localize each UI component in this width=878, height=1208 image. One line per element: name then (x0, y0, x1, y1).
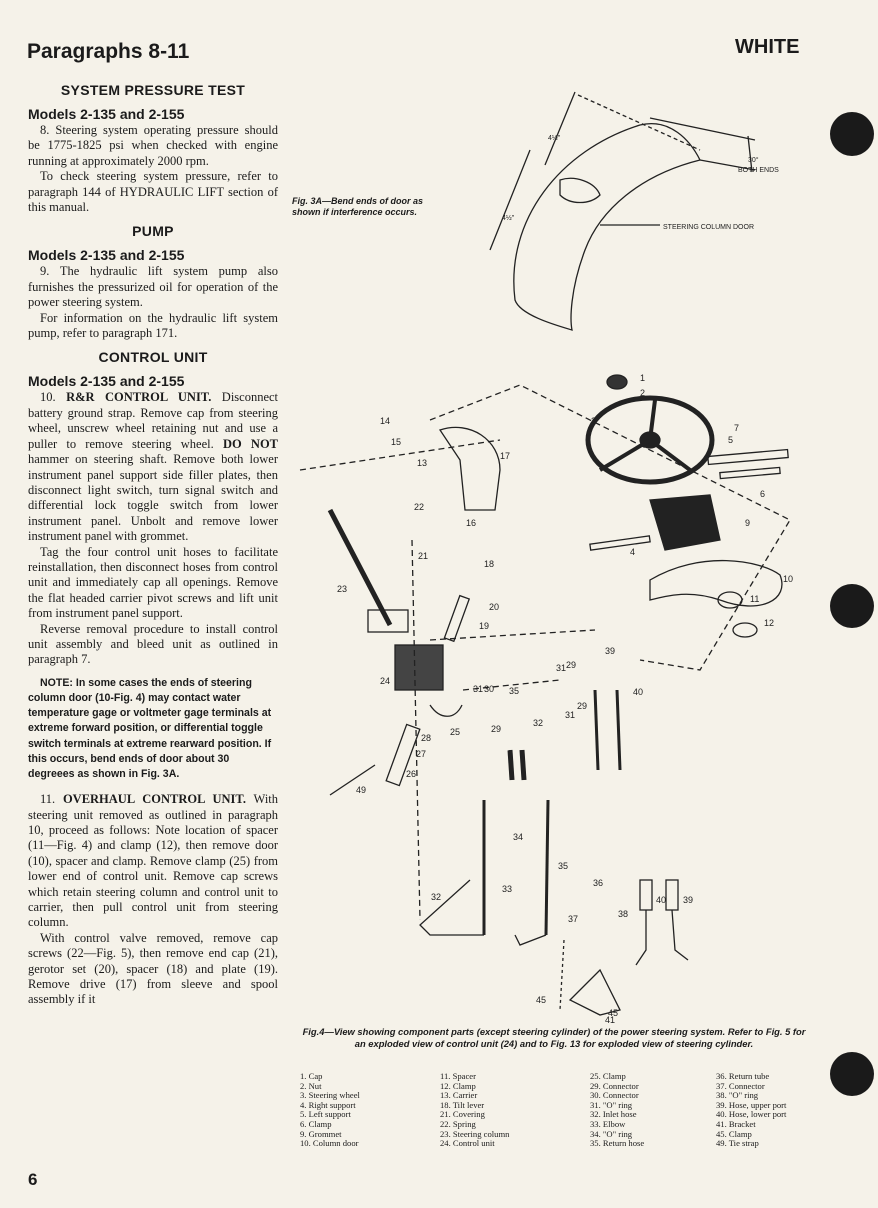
section-title-pump: PUMP (132, 223, 174, 240)
callout-label: 45 (608, 1008, 619, 1018)
callout-label: 41 (605, 1015, 616, 1025)
callout-label: 36 (593, 878, 604, 888)
callout-label: 24 (380, 676, 391, 686)
callout-label: 3 (591, 416, 597, 426)
fig-4-legend-col2: 11. Spacer 12. Clamp 13. Carrier 18. Tilt lever 21. Covering 22. Spring 23. Steering column 24. Control unit (440, 1071, 510, 1149)
section-title-pressure-test: SYSTEM PRESSURE TEST (60, 82, 246, 98)
fig-4-legend-col1: 1. Cap 2. Nut 3. Steering wheel 4. Right support 5. Left support 6. Clamp 9. Grommet 10. Column door (300, 1071, 360, 1149)
fig-3a-door-label: STEERING COLUMN DOOR (663, 224, 755, 231)
callout-label: 37 (568, 914, 579, 924)
callout-label: 6 (760, 489, 766, 499)
callout-label: 39 (605, 646, 616, 656)
fig-4-exploded-drawing (300, 375, 790, 1015)
fig-4-caption: Fig.4—View showing component parts (except steering cylinder) of the power steering system. Refer to Fig. 5 for an exploded view of control unit (24) and to Fig. 13 for exploded view of steering cylinder. (302, 1026, 806, 1049)
callout-label: 38 (618, 909, 629, 919)
page-number: 6 (28, 1170, 38, 1189)
callout-label: 30 (484, 684, 495, 694)
models-heading: Models 2-135 and 2-155 (28, 106, 185, 122)
callout-label: 20 (489, 602, 500, 612)
callout-label: 35 (509, 686, 520, 696)
callout-label: 31 (473, 684, 484, 694)
paragraph-8: 8. Steering system operating pressure should be 1775-1825 psi when checked with engine running at approximately 2000 rpm. (28, 123, 278, 168)
fig-3a-angle-note: BOTH ENDS (738, 167, 779, 174)
callout-label: 19 (479, 621, 490, 631)
paragraph-10-hoses: Tag the four control unit hoses to facilitate reinstallation, then disconnect hoses from control unit and immediately cap all openings. Remove the flat headed carrier pivot screws and lift unit from instrument panel support. (28, 544, 278, 621)
callout-label: 25 (450, 727, 461, 737)
callout-label: 34 (513, 832, 524, 842)
callout-label: 17 (500, 451, 511, 461)
callout-label: 39 (683, 895, 694, 905)
callout-label: 49 (356, 785, 367, 795)
paragraph-9-cont: For information on the hydraulic lift system pump, refer to paragraph 171. (28, 310, 278, 341)
callout-label: 28 (421, 733, 432, 743)
callout-label: 5 (728, 435, 734, 445)
page-header-brand: WHITE (735, 36, 800, 58)
fig-4-legend-col4: 36. Return tube 37. Connector 38. "O" ring 39. Hose, upper port 40. Hose, lower port 41. Bracket 45. Clamp 49. Tie strap (716, 1071, 787, 1149)
models-heading: Models 2-135 and 2-155 (28, 373, 185, 390)
section-title-control-unit: CONTROL UNIT (98, 349, 208, 366)
callout-label: 35 (558, 861, 569, 871)
callout-label: 10 (783, 574, 794, 584)
callout-label: 16 (466, 518, 477, 528)
fig-3a-dimension-top: 4½" (548, 135, 561, 142)
callout-label: 40 (656, 895, 667, 905)
callout-label: 31 (565, 710, 576, 720)
callout-label: 11 (750, 594, 760, 604)
models-heading: Models 2-135 and 2-155 (28, 247, 185, 264)
callout-label: 40 (633, 687, 644, 697)
callout-label: 29 (491, 724, 502, 734)
fig-3a-caption: Fig. 3A—Bend ends of door as shown if interference occurs. (292, 196, 424, 217)
callout-label: 31 (556, 663, 567, 673)
callout-label: 23 (337, 584, 348, 594)
callout-label: 26 (406, 769, 417, 779)
callout-label: 15 (391, 437, 402, 447)
paragraph-8-cont: To check steering system pressure, refer to paragraph 144 of HYDRAULIC LIFT section of this manual. (28, 169, 278, 215)
callout-label: 2 (640, 388, 646, 398)
fig-3a-door-drawing (490, 92, 755, 330)
paragraph-11: 11. OVERHAUL CONTROL UNIT. With steering unit removed as outlined in paragraph 10, proceed as follows: Note location of spacer (11—Fig. 4) and clamp (12), then remove door (10), spacer and clamp. Remove clamp (25) from lower end of control unit. Remove cap screws which retain steering column and control unit to carrier, then pull control unit from steering column. (28, 792, 279, 930)
paragraph-10-reverse: Reverse removal procedure to install control unit assembly and bleed unit as outlined in paragraph 7. (28, 621, 278, 667)
callout-label: 22 (414, 502, 425, 512)
note-block: NOTE: In some cases the ends of steering column door (10-Fig. 4) may contact water temperature gage or voltmeter gage terminals at extreme forward position, or differential toggle switch terminals at extreme rearward position. If this occurs, bend ends of door about 30 degreees as shown in Fig. 3A. (28, 676, 272, 780)
fig-4-legend-col3: 25. Clamp 29. Connector 30. Connector 31. "O" ring 32. Inlet hose 33. Elbow 34. "O" ring 35. Return hose (590, 1071, 645, 1149)
callout-label: 13 (417, 458, 428, 468)
fig-4-callouts (337, 373, 793, 1025)
callout-label: 4 (630, 547, 636, 557)
callout-label: 33 (502, 884, 513, 894)
fig-3a-dimension-side: 4½" (502, 215, 515, 222)
paragraph-10: 10. R&R CONTROL UNIT. Disconnect battery ground strap. Remove cap from steering wheel, unscrew wheel retaining nut and use a puller to remove steering wheel. DO NOT hammer on steering shaft. Remove both lower instrument panel support side filler plates, then disconnect light switch, turn signal switch and differential lock toggle switch from lower instrument panel. Unbolt and remove lower instrument panel with grommet. (28, 390, 279, 544)
paragraph-9: 9. The hydraulic lift system pump also furnishes the pressurized oil for operation of the power steering system. (28, 264, 278, 310)
callout-label: 45 (536, 995, 547, 1005)
paragraph-11-cont: With control valve removed, remove cap screws (22—Fig. 5), then remove end cap (21), gerotor set (20), spacer (18) and plate (19). Remove drive (17) from sleeve and spool assembly if it (28, 930, 278, 1007)
callout-label: 21 (418, 551, 429, 561)
page-header-paragraphs: Paragraphs 8-11 (27, 40, 190, 63)
callout-label: 32 (533, 718, 544, 728)
callout-label: 29 (566, 660, 577, 670)
callout-label: 27 (416, 749, 427, 759)
callout-label: 29 (577, 701, 588, 711)
callout-label: 12 (764, 618, 775, 628)
callout-label: 7 (734, 423, 740, 433)
callout-label: 32 (431, 892, 442, 902)
callout-label: 1 (640, 373, 646, 383)
callout-label: 9 (745, 518, 751, 528)
callout-label: 18 (484, 559, 495, 569)
fig-3a-angle: 30° (748, 157, 759, 164)
callout-label: 14 (380, 416, 391, 426)
